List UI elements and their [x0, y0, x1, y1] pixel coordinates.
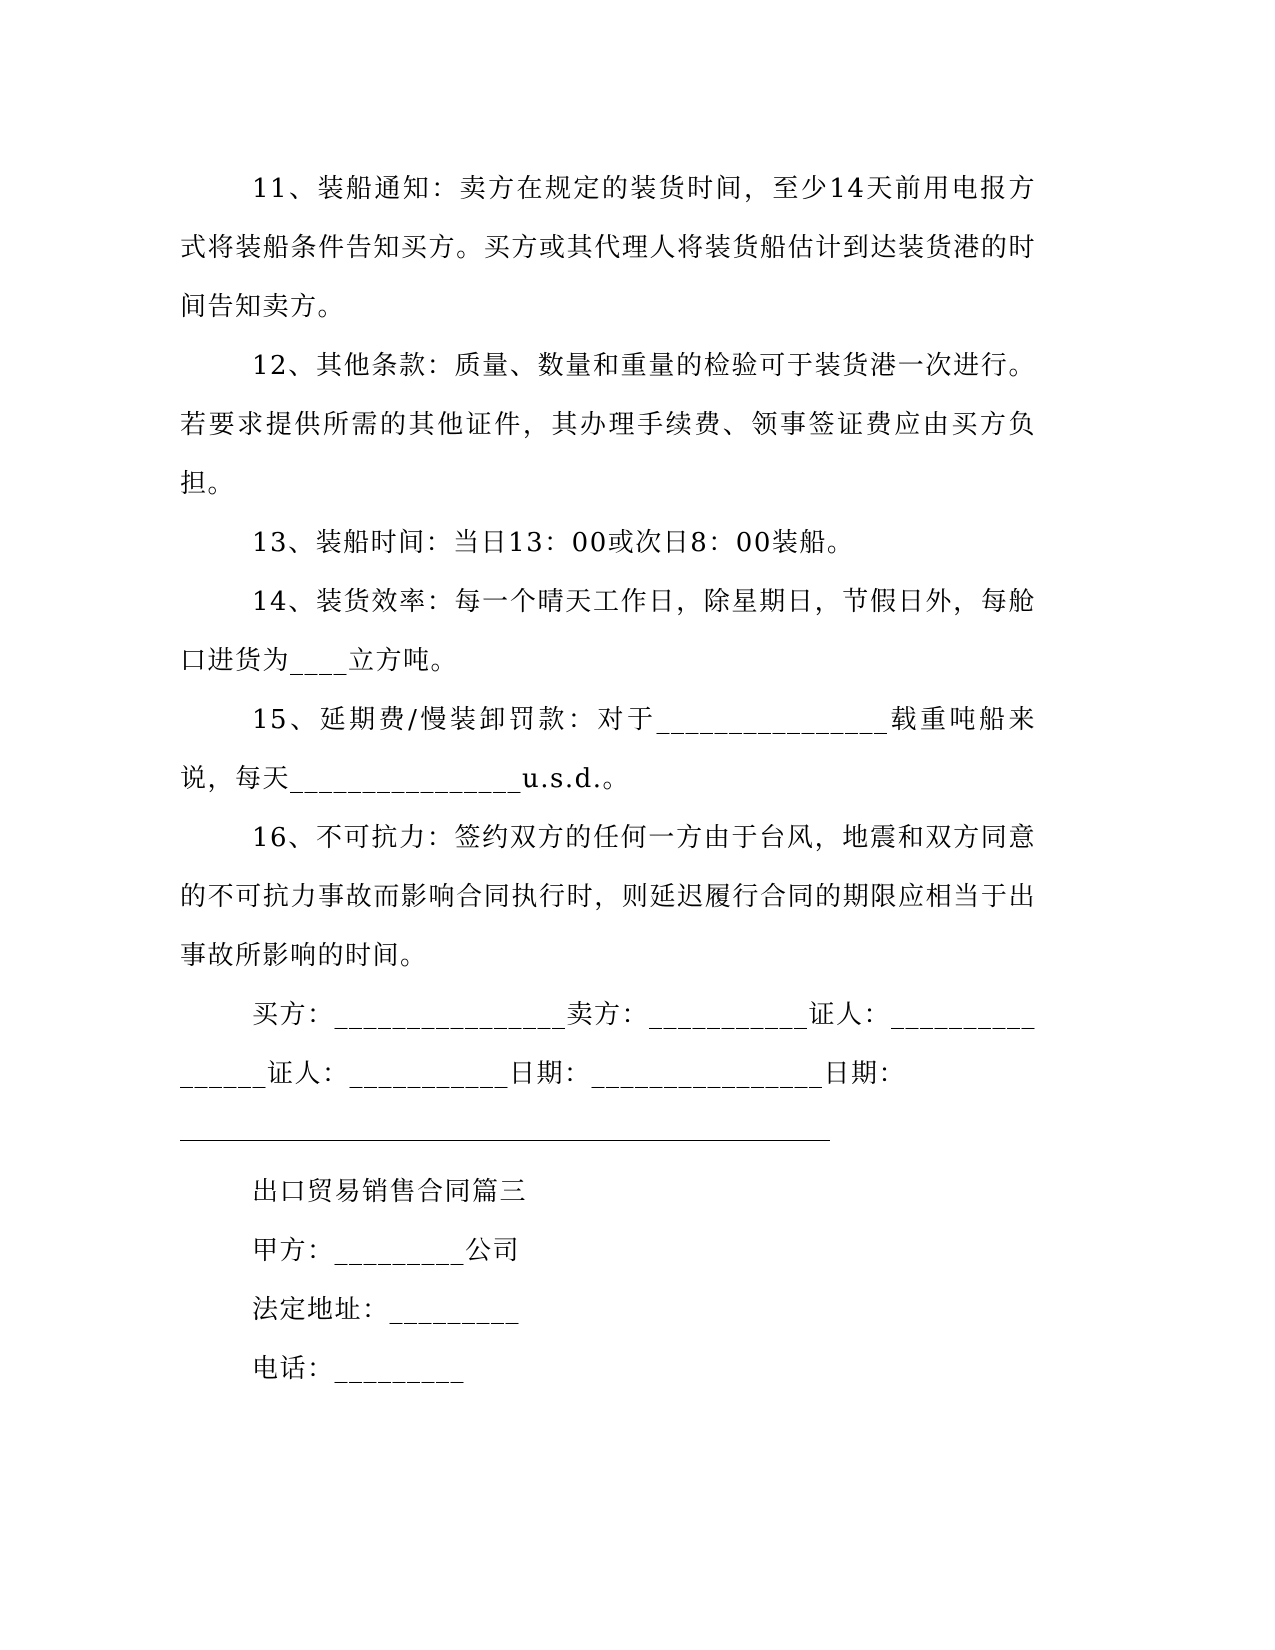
- clause-11: 11、装船通知：卖方在规定的装货时间，至少14天前用电报方式将装船条件告知买方。买方或其代理人将装货船估计到达装货港的时间告知卖方。: [180, 174, 1036, 322]
- legal-address-field: 法定地址：_________: [252, 1295, 521, 1325]
- clause-16: 16、不可抗力：签约双方的任何一方由于台风，地震和双方同意的不可抗力事故而影响合同执行时，则延迟履行合同的期限应相当于出事故所影响的时间。: [180, 823, 1036, 971]
- section-title: 出口贸易销售合同篇三: [252, 1177, 528, 1207]
- clause-14: 14、装货效率：每一个晴天工作日，除星期日，节假日外，每舱口进货为____立方吨。: [180, 587, 1036, 676]
- signature-date-blank-line: [180, 1104, 1036, 1163]
- phone-field: 电话：_________: [252, 1354, 466, 1384]
- clause-12: 12、其他条款：质量、数量和重量的检验可于装货港一次进行。若要求提供所需的其他证件，其办理手续费、领事签证费应由买方负担。: [180, 351, 1036, 499]
- blank-underline: [180, 1140, 830, 1141]
- clause-15: 15、延期费/慢装卸罚款：对于________________载重吨船来说，每天________________u.s.d.。: [180, 705, 1036, 794]
- clause-13: 13、装船时间：当日13：00或次日8：00装船。: [252, 528, 855, 558]
- signature-block: 买方：________________卖方：___________证人：________________证人：___________日期：________________日期：: [180, 1000, 1037, 1089]
- document-body: [180, 160, 1036, 1399]
- party-a-field: 甲方：_________公司: [252, 1236, 521, 1266]
